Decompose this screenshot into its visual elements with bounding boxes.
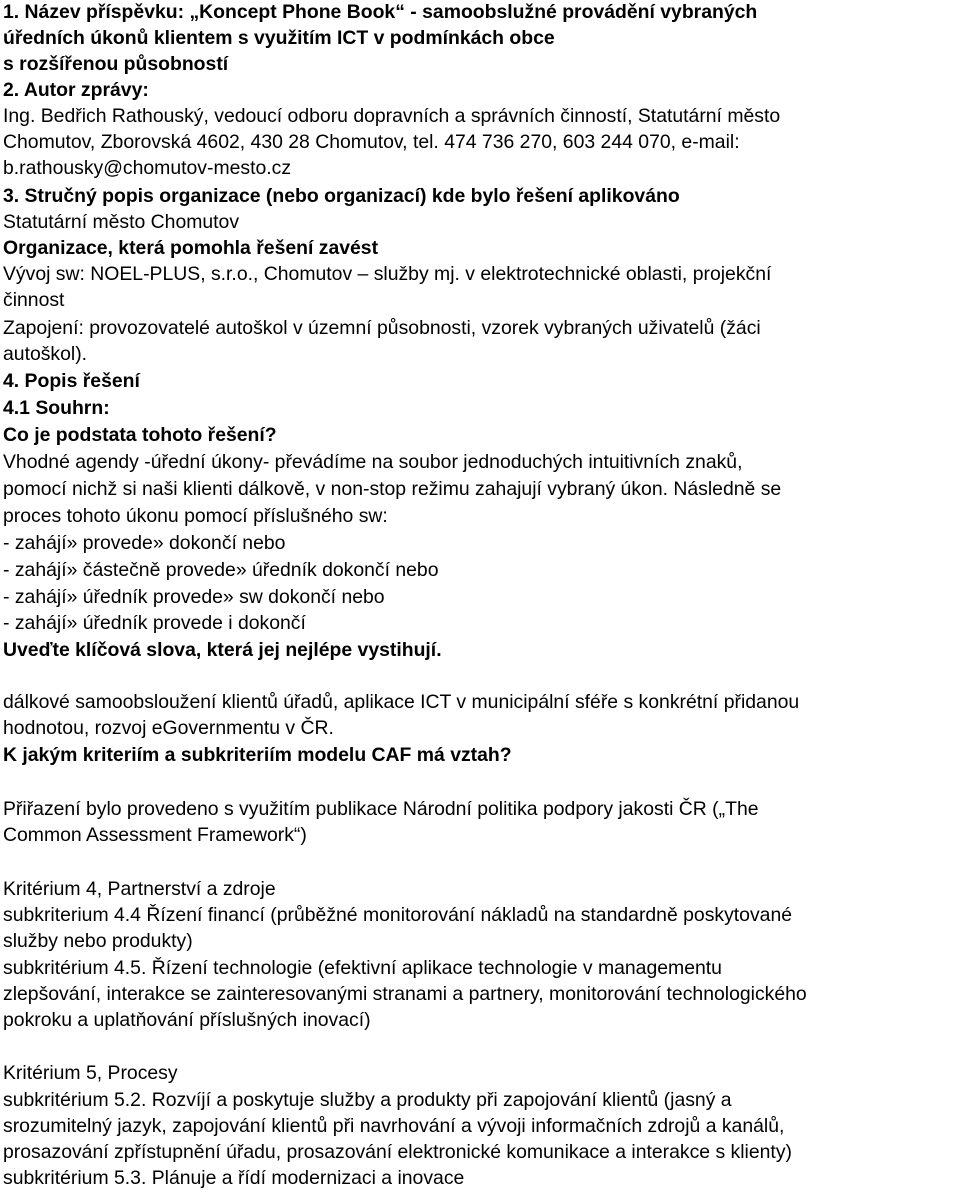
subcriterion-4-5-line-3: pokroku a uplatňování příslušných inovací) bbox=[3, 1009, 371, 1031]
essence-line-1: Vhodné agendy -úřední úkony- převádíme na soubor jednoduchých intuitivních znaků, bbox=[3, 451, 743, 473]
caf-intro-line-2: Common Assessment Framework“) bbox=[3, 824, 307, 846]
heading-solution: 4. Popis řešení bbox=[3, 370, 140, 392]
heading-keywords: Uveďte klíčová slova, která jej nejlépe vystihují. bbox=[3, 639, 442, 661]
subcriterion-4-4-line-1: subkriterium 4.4 Řízení financí (průběžné monitorování nákladů na standardně poskytované bbox=[3, 904, 793, 926]
subcriterion-5-2-line-1: subkritérium 5.2. Rozvíjí a poskytuje služby a produkty při zapojování klientů (jasný a bbox=[3, 1089, 732, 1111]
process-item-3: - zahájí» úředník provede» sw dokončí nebo bbox=[3, 586, 385, 608]
heading-helper-org: Organizace, která pomohla řešení zavést bbox=[3, 237, 379, 259]
process-item-2: - zahájí» částečně provede» úředník dokončí nebo bbox=[3, 559, 439, 581]
subcriterion-4-5-line-2: zlepšování, interakce se zainteresovanými stranami a partnery, monitorování technologického bbox=[3, 983, 807, 1005]
author-line-1: Ing. Bedřich Rathouský, vedoucí odboru dopravních a správních činností, Statutární město bbox=[3, 105, 781, 127]
subcriterion-5-2-line-3: prosazování zpřístupnění úřadu, prosazování elektronické komunikace a interakce s klienty) bbox=[3, 1141, 792, 1163]
subcriterion-4-5-line-1: subkritérium 4.5. Řízení technologie (efektivní aplikace technologie v managementu bbox=[3, 957, 722, 979]
heading-organization: 3. Stručný popis organizace (nebo organizací) kde bylo řešení aplikováno bbox=[3, 185, 680, 207]
keywords-line-1: dálkové samoobsloužení klientů úřadů, aplikace ICT v municipální sféře s konkrétní přidanou bbox=[3, 691, 800, 713]
heading-title-line-3: s rozšířenou působností bbox=[3, 53, 229, 75]
heading-title-line-1: 1. Název příspěvku: „Koncept Phone Book“ - samoobslužné provádění vybraných bbox=[3, 1, 758, 23]
heading-author: 2. Autor zprávy: bbox=[3, 79, 149, 101]
helper-org-line-1: Vývoj sw: NOEL-PLUS, s.r.o., Chomutov – služby mj. v elektrotechnické oblasti, projekční bbox=[3, 263, 772, 285]
process-item-1: - zahájí» provede» dokončí nebo bbox=[3, 532, 286, 554]
heading-title-line-2: úředních úkonů klientem s využitím ICT v podmínkách obce bbox=[3, 27, 555, 49]
essence-line-3: proces tohoto úkonu pomocí příslušného sw: bbox=[3, 505, 388, 527]
criterion-4: Kritérium 4, Partnerství a zdroje bbox=[3, 878, 276, 900]
heading-summary: 4.1 Souhrn: bbox=[3, 397, 110, 419]
author-email: b.rathousky@chomutov-mesto.cz bbox=[3, 157, 292, 179]
involvement-line-2: autoškol). bbox=[3, 343, 88, 365]
criterion-5: Kritérium 5, Procesy bbox=[3, 1062, 178, 1084]
subcriterion-4-4-line-2: služby nebo produkty) bbox=[3, 930, 193, 952]
caf-intro-line-1: Přiřazení bylo provedeno s využitím publikace Národní politika podpory jakosti ČR („The bbox=[3, 798, 759, 820]
heading-essence: Co je podstata tohoto řešení? bbox=[3, 424, 277, 446]
essence-line-2: pomocí nichž si naši klienti dálkově, v non-stop režimu zahajují vybraný úkon. Následně se bbox=[3, 478, 782, 500]
process-item-4: - zahájí» úředník provede i dokončí bbox=[3, 612, 306, 634]
involvement-line-1: Zapojení: provozovatelé autoškol v územní působnosti, vzorek vybraných uživatelů (žáci bbox=[3, 317, 761, 339]
subcriterion-5-2-line-2: srozumitelný jazyk, zapojování klientů při navrhování a vývoji informačních zdrojů a kanálů, bbox=[3, 1115, 785, 1137]
keywords-line-2: hodnotou, rozvoj eGovernmentu v ČR. bbox=[3, 717, 334, 739]
helper-org-line-2: činnost bbox=[3, 289, 65, 311]
organization-name: Statutární město Chomutov bbox=[3, 211, 240, 233]
subcriterion-5-3: subkritérium 5.3. Plánuje a řídí modernizaci a inovace bbox=[3, 1167, 465, 1189]
heading-caf: K jakým kriteriím a subkriteriím modelu CAF má vztah? bbox=[3, 744, 512, 766]
author-line-2: Chomutov, Zborovská 4602, 430 28 Chomutov, tel. 474 736 270, 603 244 070, e-mail: bbox=[3, 131, 740, 153]
